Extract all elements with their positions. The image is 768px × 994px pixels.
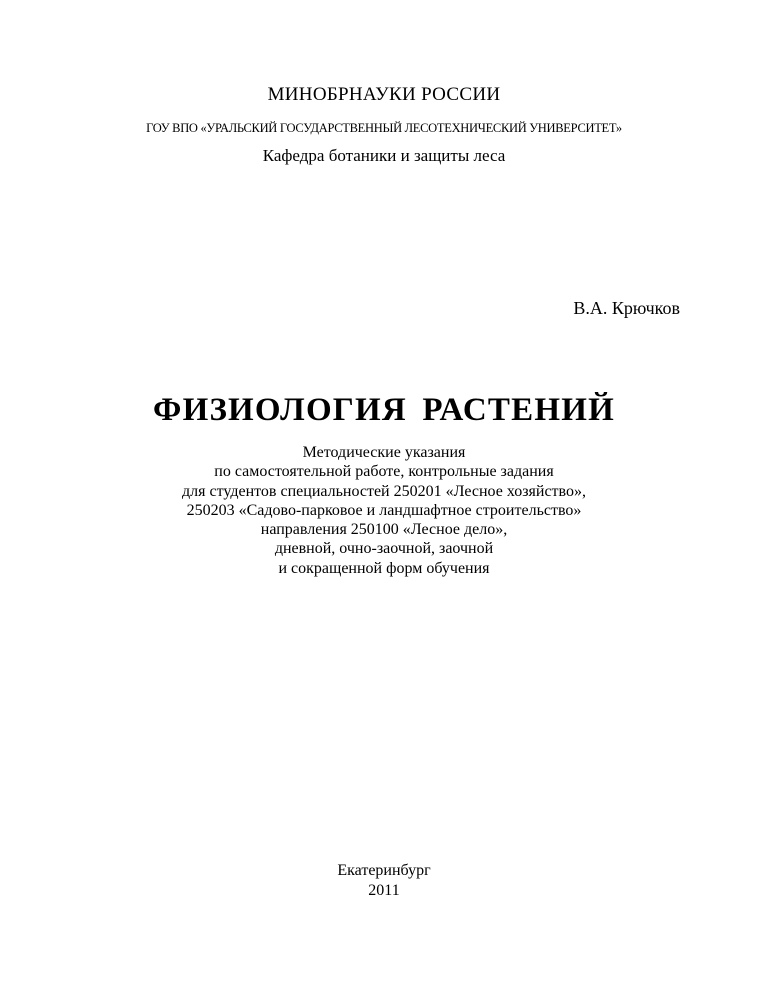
document-title: ФИЗИОЛОГИЯ РАСТЕНИЙ [153,392,615,428]
subtitle-line: дневной, очно-заочной, заочной [274,540,494,558]
subtitle-line: направления 250100 «Лесное дело», [260,521,508,539]
subtitle-block [0,443,768,578]
subtitle-line: для студентов специальностей 250201 «Лесное хозяйство», [181,482,586,500]
publication-year: 2011 [368,882,400,899]
publication-city: Екатеринбург [337,862,431,879]
author-name: В.А. Крючков [573,298,680,318]
department-name: Кафедра ботаники и защиты леса [262,146,506,165]
subtitle-line: и сокращенной форм обучения [278,559,490,577]
ministry-name: МИНОБРНАУКИ РОССИИ [267,84,501,105]
university-name: ГОУ ВПО «УРАЛЬСКИЙ ГОСУДАРСТВЕННЫЙ ЛЕСОТЕХНИЧЕСКИЙ УНИВЕРСИТЕТ» [146,121,622,135]
subtitle-line: 250203 «Садово-парковое и ландшафтное строительство» [186,501,582,519]
subtitle-line: Методические указания [302,444,466,461]
subtitle-line: по самостоятельной работе, контрольные задания [214,463,554,481]
